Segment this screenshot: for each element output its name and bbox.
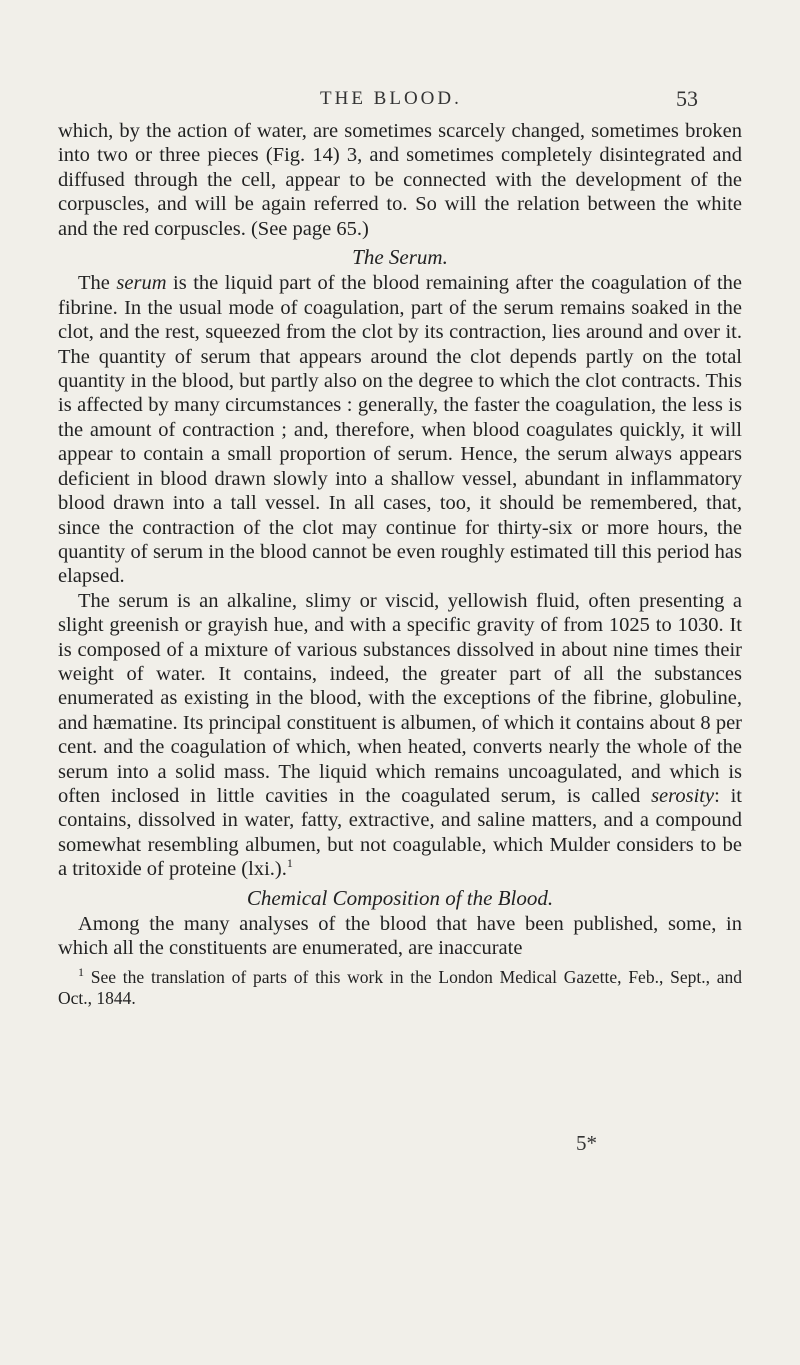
paragraph-analyses: Among the many analyses of the blood that have been published, some, in which all the constituents are enumerated, are inaccurate <box>58 913 742 960</box>
signature-mark: 5* <box>576 1131 597 1155</box>
paragraph-continuation: which, by the action of water, are sometimes scarcely changed, sometimes broken into two or three pieces (Fig. 14) 3, and sometimes completely disintegrated and diffused through the cell, appear to be connected with the development of the corpuscles, and will be again referred to. So will the relation between the white and the red corpuscles. (See page 65.) <box>58 120 742 240</box>
page-number: 53 <box>676 86 698 111</box>
section-heading-chemical-composition: Chemical Composition of the Blood. <box>246 885 554 910</box>
text-run: See the translation of parts of this work in the London Medical Gazette, Feb., Sept., and Oct., 1844. <box>58 966 742 1008</box>
text-run: The <box>78 272 117 295</box>
text-run: The serum is an alkaline, slimy or viscid, yellowish fluid, often presenting a slight greenish or grayish hue, and with a specific gravity of from 1025 to 1030. It is composed of a mixture of various substances dissolved in about nine times their weight of water. It contains, indeed, the greater part of all the substances enumerated as existing in the blood, with the exceptions of the fibrine, globuline, and hæmatine. Its principal constituent is albumen, of which it contains about 8 per cent. and the coagulation of which, when heated, converts nearly the whole of the serum into a solid mass. The liquid which remains uncoagulated, and which is often inclosed in little cavities in the coagulated serum, is called <box>58 589 742 807</box>
footnote <box>58 964 742 1009</box>
footnote-reference: 1 <box>286 856 293 871</box>
running-title: THE BLOOD. <box>320 88 462 109</box>
text-run: : it contains, dissolved in water, fatty, extractive, and saline matters, and a compound somewhat resembling albumen, but not coagulable, which Mulder considers to be a tritoxide of proteine (lxi.). <box>58 784 742 881</box>
page-body <box>58 119 742 1009</box>
term-serosity: serosity <box>651 784 715 807</box>
running-head <box>0 88 800 118</box>
footnote-text <box>58 964 742 1009</box>
paragraph-serum-definition <box>58 271 742 588</box>
text-run: is the liquid part of the blood remaining after the coagulation of the fibrine. In the usual mode of coagulation, part of the serum remains soaked in the clot, and the rest, squeezed from the clot by its contraction, lies around and over it. The quantity of serum that appears around the clot depends partly on the total quantity in the blood, but partly also on the degree to which the clot contracts. This is affected by many circumstances : generally, the faster the coagulation, the less is the amount of contraction ; and, therefore, when blood coagulates quickly, it will appear to contain a small proportion of serum. Hence, the serum always appears deficient in blood drawn slowly into a shallow vessel, abundant in inflammatory blood drawn into a tall vessel. In all cases, too, it should be remembered, that, since the contraction of the clot may continue for thirty-six or more hours, the quantity of serum in the blood cannot be even roughly estimated till this period has elapsed. <box>58 272 743 588</box>
footnote-mark: 1 <box>78 964 84 979</box>
section-heading-serum: The Serum. <box>352 245 448 270</box>
term-serum: serum <box>116 272 167 295</box>
paragraph-serum-properties <box>58 589 742 882</box>
